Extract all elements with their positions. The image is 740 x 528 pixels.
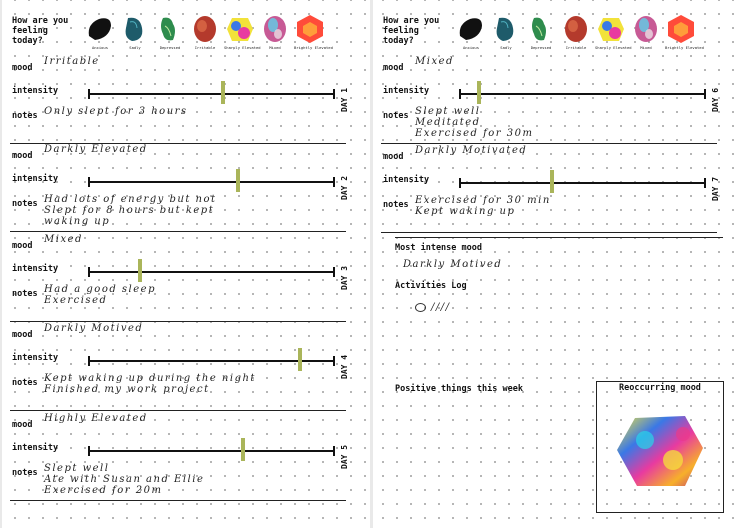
mood-option-label: Depressed	[159, 45, 181, 50]
intensity-marker	[550, 170, 554, 193]
mood-option-label: Irritable	[565, 45, 587, 50]
recurring-mood-label: Reoccurring mood	[619, 383, 701, 393]
mood-option-label: Depressed	[530, 45, 552, 50]
mood-label: mood	[12, 151, 33, 161]
notes-line: Kept waking up	[415, 206, 516, 217]
notes-line: Exercised	[44, 295, 108, 306]
notes-label: notes	[12, 378, 38, 388]
mood-option-label: Mixed	[269, 45, 281, 50]
mood-option-label: Sharply Elevated	[595, 45, 632, 50]
day-entry	[373, 0, 740, 528]
entry-divider	[10, 500, 346, 501]
mood-value: Mixed	[415, 56, 454, 67]
mood-option-label: Brightly Elevated	[294, 45, 333, 50]
question-text: How are you feeling today?	[383, 16, 440, 46]
entry-divider	[381, 232, 717, 233]
intensity-label: intensity	[383, 175, 430, 185]
mood-value: Mixed	[44, 234, 83, 245]
notes-line: waking up	[44, 216, 111, 227]
mood-value: Darkly Motivated	[415, 145, 528, 156]
intensity-scale	[88, 450, 334, 452]
notes-line: Slept well	[44, 463, 110, 474]
intensity-label: intensity	[383, 86, 430, 96]
notes-line: Meditated	[415, 117, 481, 128]
mood-option-label: Sharply Elevated	[224, 45, 261, 50]
notes-line: Finished my work project	[44, 384, 210, 395]
day-label: DAY 3	[340, 265, 349, 290]
mood-label: mood	[12, 420, 33, 430]
notes-label: notes	[383, 200, 409, 210]
intensity-label: intensity	[12, 264, 59, 274]
mood-option-label: Irritable	[194, 45, 216, 50]
mood-value: Highly Elevated	[44, 413, 148, 424]
question-text: How are you feeling today?	[12, 16, 69, 46]
notes-label: notes	[12, 289, 38, 299]
scale-start	[88, 446, 90, 456]
notes-line: Only slept for 3 hours	[44, 106, 188, 117]
activities-value: ////	[431, 302, 451, 313]
day-label: DAY 6	[711, 87, 720, 112]
day-entry	[2, 0, 370, 528]
positive-things-label: Positive things this week	[395, 384, 523, 394]
most-intense-value: Darkly Motived	[403, 259, 503, 270]
day-label: DAY 7	[711, 176, 720, 201]
scale-end	[333, 446, 335, 456]
mood-label: mood	[12, 241, 33, 251]
mood-option-label: Anxious	[91, 45, 108, 50]
notes-line: Exercised for 30 min	[415, 195, 551, 206]
day-label: DAY 4	[340, 354, 349, 379]
intensity-scale	[459, 182, 705, 184]
day-label: DAY 1	[340, 87, 349, 112]
intensity-label: intensity	[12, 443, 59, 453]
mood-option-label: Mixed	[640, 45, 652, 50]
most-intense-label: Most intense mood	[395, 243, 482, 253]
mood-value: Darkly Elevated	[44, 144, 148, 155]
notes-label: notes	[12, 199, 38, 209]
intensity-label: intensity	[12, 86, 59, 96]
notes-line: Kept waking up during the night	[44, 373, 256, 384]
left-page	[2, 0, 370, 528]
mood-label: mood	[12, 63, 33, 73]
notes-line: Slept well	[415, 106, 481, 117]
intensity-marker	[241, 438, 245, 461]
notes-line: Exercised for 30m	[415, 128, 534, 139]
scale-start	[459, 178, 461, 188]
mood-option-label: Anxious	[462, 45, 479, 50]
intensity-label: intensity	[12, 174, 59, 184]
mood-label: mood	[383, 63, 404, 73]
notes-line: Slept for 8 hours but kept	[44, 205, 215, 216]
notes-line: Had a good sleep	[44, 284, 156, 295]
scale-end	[704, 178, 706, 188]
day-label: DAY 5	[340, 444, 349, 469]
mood-label: mood	[12, 330, 33, 340]
mood-option-label: Sadly	[129, 45, 141, 50]
mood-option-label: Brightly Elevated	[665, 45, 704, 50]
intensity-label: intensity	[12, 353, 59, 363]
mood-value: Irritable	[44, 56, 100, 67]
mood-value: Darkly Motived	[44, 323, 144, 334]
notes-label: notes	[383, 111, 409, 121]
day-label: DAY 2	[340, 175, 349, 200]
notes-label: notes	[12, 468, 38, 478]
notes-line: Ate with Susan and Ellie	[44, 474, 205, 485]
activities-label: Activities Log	[395, 281, 467, 291]
notes-line: Had lots of energy but not	[44, 194, 217, 205]
mood-label: mood	[383, 152, 404, 162]
right-page	[373, 0, 740, 528]
notes-line: Exercised for 20m	[44, 485, 163, 496]
mood-option-label: Sadly	[500, 45, 512, 50]
notes-label: notes	[12, 111, 38, 121]
